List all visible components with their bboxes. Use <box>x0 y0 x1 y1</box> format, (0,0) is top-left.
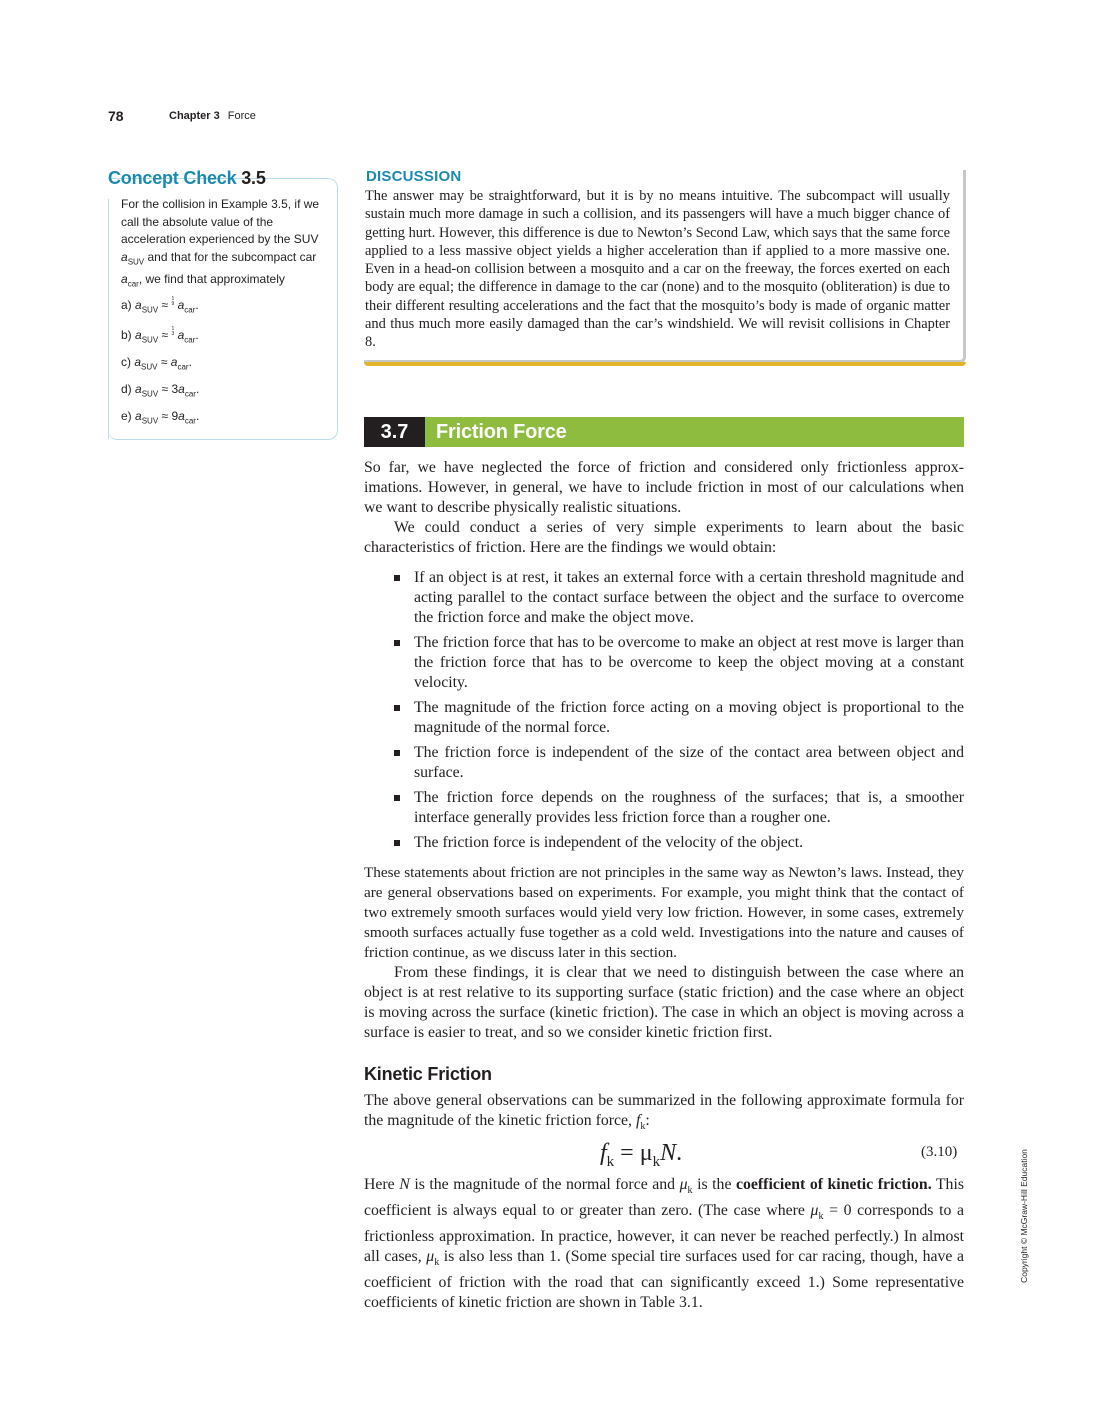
option-var: a <box>135 382 142 396</box>
option-letter: b) <box>121 328 132 342</box>
eq-mu: μ <box>639 1140 653 1166</box>
option-var: a <box>135 409 142 423</box>
running-header <box>169 110 256 122</box>
option-var: a <box>170 355 178 369</box>
paragraph-text: = 0 corresponds to a frictionless approximation. In practice, however, it can never be reached perfectly.) In almost all cases, <box>364 1202 964 1266</box>
option-sub: SUV <box>141 335 159 345</box>
eq-var: f <box>600 1140 607 1166</box>
paragraph-coefficient <box>364 1175 964 1313</box>
eq-var: N <box>660 1140 677 1166</box>
option-var: a <box>135 328 142 342</box>
paragraph-text: is also less than 1. (Some special tire surfaces used for car racing, though, have a coefficient of friction with the road that can significantly exceed 1.) Some representative coefficients of kinetic friction are shown in Table 3.1. <box>364 1248 964 1312</box>
option-coefficient: 3 <box>171 382 179 396</box>
concept-check-question <box>121 196 326 293</box>
math-var: N <box>399 1176 410 1193</box>
paragraph-text: : <box>645 1112 650 1129</box>
option-var: a <box>135 298 142 312</box>
option-end: . <box>188 355 192 369</box>
section-title: Friction Force <box>436 421 567 443</box>
copyright-text: Copyright © McGraw-Hill Education <box>1019 1149 1029 1283</box>
list-item: The friction force depends on the roughness of the surfaces; that is, a smoother interface generally provides less friction force than a rougher one. <box>392 788 964 828</box>
math-sub: k <box>434 1257 440 1269</box>
question-var: a <box>121 249 128 264</box>
discussion-underline <box>364 362 966 366</box>
discussion-text: The answer may be straightforward, but it is by no means intuitive. The subcompact will usually sustain much more damage in such a collision, and its passengers will have a much bigger chance of getting hurt. However, this difference is due to Newton’s Second Law, which says that the same force applied to a less massive object yields a higher acceleration than if applied to a more massive one. Even in a head-on collision between a mosquito and a car on the freeway, the forces exerted on each body are equal; the difference in damage to the car (none) and to the mosquito (obliteration) is due to their different resulting accelerations and the fact that the mosquito’s body is made of organic matter and thus much more easily damaged than the car’s windshield. We will revisit collisions in Chapter 8. <box>365 188 950 351</box>
paragraph-text: We could conduct a series of very simple experiments to learn about the basic characteristics of friction. Here are the findings we would obtain: <box>364 519 964 556</box>
discussion-heading: DISCUSSION <box>366 168 462 185</box>
option-fraction <box>171 327 174 337</box>
concept-check-option-d[interactable] <box>121 382 199 398</box>
paragraph-text: Here <box>364 1176 400 1193</box>
option-sub: SUV <box>141 416 159 426</box>
concept-check-option-a[interactable] <box>121 297 199 314</box>
paragraph-observations: These statements about friction are not principles in the same way as Newton’s laws. Instead, they are general observations based on experiments. For example, you might think that the contact of two extremely smooth surfaces would yield very low friction. However, in some cases, extremely smooth surfaces actually fuse together as a cold weld. Investigations into the nature and causes of friction continue, as we discuss later in this section. <box>364 864 964 961</box>
eq-end: . <box>676 1140 683 1166</box>
math-sub: k <box>818 1211 824 1223</box>
section-number: 3.7 <box>364 417 425 447</box>
subsection-heading: Kinetic Friction <box>364 1064 492 1084</box>
paragraph-distinguish <box>364 963 964 1043</box>
paragraph-intro: So far, we have neglected the force of friction and considered only frictionless approximations. However, in general, we have to include friction in most of our calculations when we want to describe physically realistic situations. <box>364 459 964 516</box>
question-sub: SUV <box>127 257 145 267</box>
option-relation: ≈ <box>161 409 169 423</box>
math-var: f <box>635 1112 641 1129</box>
option-sub: SUV <box>141 389 159 399</box>
concept-check-title <box>108 168 266 189</box>
concept-check-option-e[interactable] <box>121 409 199 425</box>
option-fraction <box>171 297 174 307</box>
option-letter: d) <box>121 382 132 396</box>
option-sub: car <box>184 335 196 345</box>
question-sub: car <box>127 279 139 289</box>
paragraph-experiments <box>364 518 964 558</box>
option-relation: ≈ <box>161 382 169 396</box>
equation-number: (3.10) <box>921 1144 958 1160</box>
option-coefficient: 9 <box>171 409 179 423</box>
fraction-numerator: 1 <box>171 326 175 332</box>
question-var: a <box>121 271 128 286</box>
option-var: a <box>134 355 142 369</box>
concept-check-option-c[interactable] <box>121 355 192 371</box>
option-var: a <box>177 328 185 342</box>
fraction-denominator: 9 <box>171 301 175 307</box>
paragraph-formula-intro <box>364 1091 964 1137</box>
fraction-denominator: 3 <box>171 331 175 337</box>
equation-kinetic-friction <box>600 1140 682 1171</box>
list-item: The friction force is independent of the size of the contact area between object and surface. <box>392 743 964 783</box>
math-sub: k <box>687 1185 693 1197</box>
option-end: . <box>195 328 199 342</box>
key-term: coefficient of kinetic friction. <box>736 1176 932 1193</box>
math-var: μ <box>679 1176 688 1193</box>
page-number: 78 <box>108 108 124 124</box>
question-text: For the collision in Example 3.5, if we call the absolute value of the acceleration experienced by the SUV <box>121 197 320 247</box>
option-letter: e) <box>121 409 132 423</box>
paragraph-text: is the <box>692 1176 736 1193</box>
option-letter: c) <box>121 355 131 369</box>
option-letter: a) <box>121 298 132 312</box>
option-end: . <box>195 298 199 312</box>
fraction-numerator: 1 <box>171 296 175 302</box>
option-var: a <box>178 409 185 423</box>
option-relation: ≈ <box>161 298 169 312</box>
option-sub: car <box>184 389 196 399</box>
question-text: and that for the subcompact car <box>144 249 317 264</box>
eq-sign: = <box>620 1140 634 1166</box>
paragraph-text: This coefficient is always equal to or greater than zero. (The case where <box>364 1176 964 1220</box>
option-end: . <box>195 382 200 396</box>
option-sub: car <box>177 362 189 372</box>
math-var: μ <box>810 1202 819 1220</box>
list-item: The friction force that has to be overcome to make an object at rest move is larger than the friction force that has to be overcome to keep the object moving at a constant velocity. <box>392 633 964 693</box>
math-var: μ <box>426 1248 435 1266</box>
paragraph-text: From these findings, it is clear that we need to distinguish between the case where an object is at rest relative to its supporting surface (static friction) and the case where an object is moving across the surface (kinetic friction). The case in which an object is moving across a surface is easier to treat, and so we consider kinetic friction first. <box>364 964 964 1041</box>
eq-sub: k <box>606 1153 615 1170</box>
option-end: . <box>195 409 200 423</box>
concept-check-number: 3.5 <box>241 168 266 188</box>
chapter-label: Chapter 3 <box>169 110 220 122</box>
option-relation: ≈ <box>161 328 169 342</box>
math-sub: k <box>640 1121 646 1133</box>
copyright-notice <box>1018 1143 1030 1291</box>
list-item: If an object is at rest, it takes an external force with a certain threshold magnitude and acting parallel to the contact surface between the object and the surface to overcome the friction force and make the object move. <box>392 568 964 628</box>
concept-check-label: Concept Check <box>108 168 237 188</box>
option-var: a <box>178 382 185 396</box>
list-item: The magnitude of the friction force acting on a moving object is proportional to the magnitude of the normal force. <box>392 698 964 738</box>
option-relation: ≈ <box>160 355 168 369</box>
paragraph-text: The above general observations can be summarized in the following approximate formula for the magnitude of the kinetic friction force, <box>364 1092 964 1129</box>
option-sub: car <box>184 305 196 315</box>
paragraph-text: is the magnitude of the normal force and <box>409 1176 680 1193</box>
list-item: The friction force is independent of the velocity of the object. <box>392 833 964 853</box>
option-sub: car <box>184 416 196 426</box>
chapter-title: Force <box>227 110 256 122</box>
option-sub: SUV <box>141 305 159 315</box>
question-text: , we find that approximately <box>138 271 285 286</box>
eq-sub: k <box>652 1153 661 1170</box>
option-sub: SUV <box>141 362 158 372</box>
concept-check-option-b[interactable] <box>121 327 199 344</box>
findings-list <box>392 568 964 858</box>
option-var: a <box>177 298 185 312</box>
